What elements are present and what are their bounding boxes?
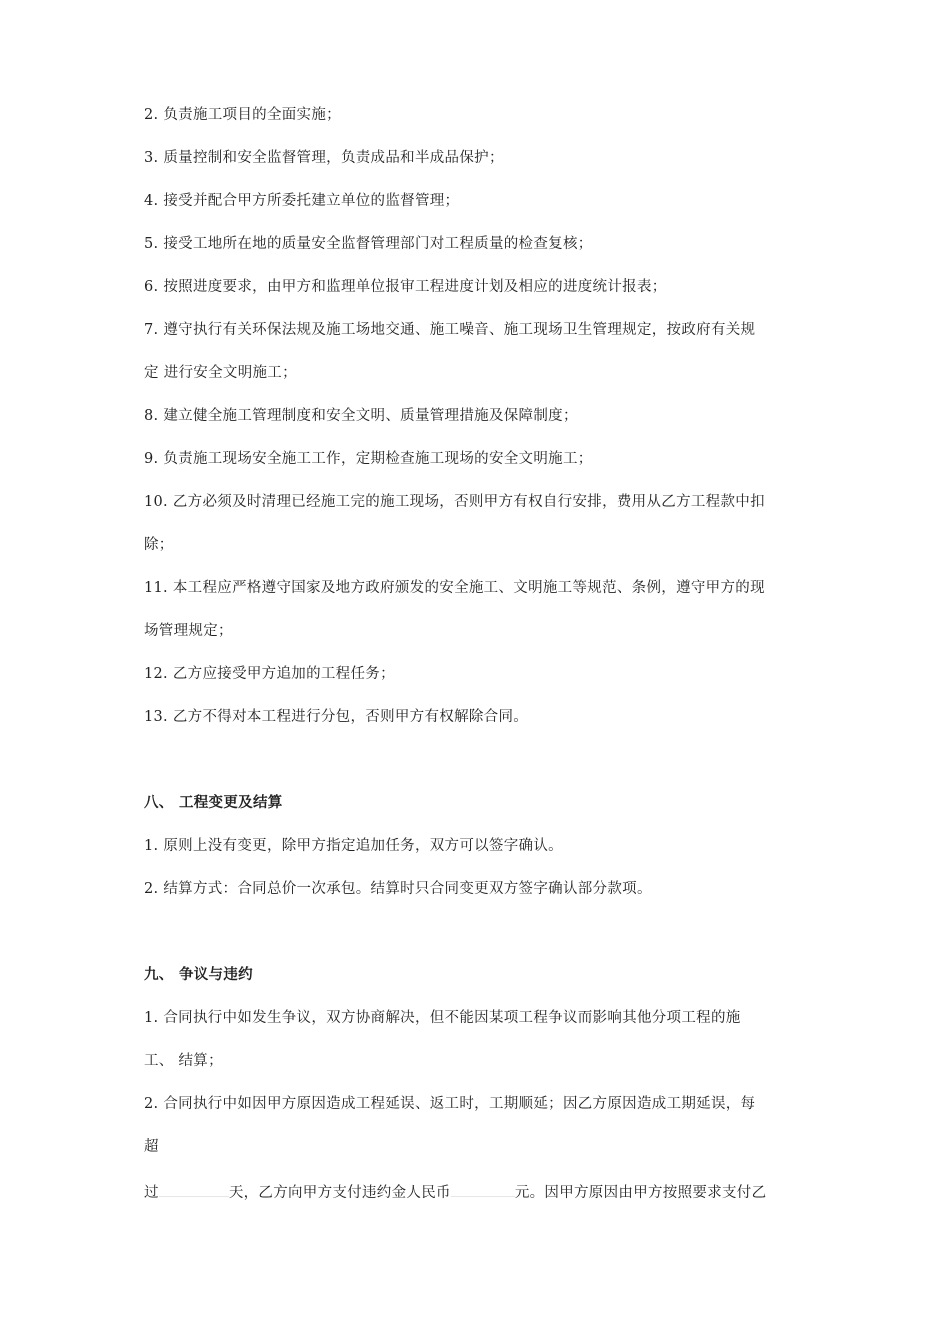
clause-item: 7. 遵守执行有关环保法规及施工场地交通、施工噪音、施工现场卫生管理规定，按政府有关规 — [144, 322, 756, 338]
clause-item: 3. 质量控制和安全监督管理，负责成品和半成品保护； — [144, 150, 504, 166]
penalty-text-prefix: 过 — [144, 1185, 159, 1201]
clause-item: 2. 结算方式：合同总价一次承包。结算时只合同变更双方签字确认部分款项。 — [144, 881, 652, 897]
clause-item: 13. 乙方不得对本工程进行分包，否则甲方有权解除合同。 — [144, 709, 529, 725]
clause-item-continuation: 除； — [144, 537, 174, 553]
penalty-text-middle: 天，乙方向甲方支付违约金人民币 — [228, 1185, 451, 1201]
clause-item: 9. 负责施工现场安全施工工作，定期检查施工现场的安全文明施工； — [144, 451, 593, 467]
clause-item: 2. 负责施工项目的全面实施； — [144, 107, 341, 123]
clause-item: 10. 乙方必须及时清理已经施工完的施工现场，否则甲方有权自行安排，费用从乙方工程款中扣 — [144, 494, 765, 510]
days-blank-field[interactable] — [159, 1180, 229, 1197]
clause-item-continuation: 定 进行安全文明施工； — [144, 365, 297, 381]
clause-item-continuation: 超 — [144, 1139, 159, 1155]
amount-blank-field[interactable] — [451, 1180, 515, 1197]
penalty-text-suffix: 元。因甲方原因由甲方按照要求支付乙 — [514, 1185, 767, 1201]
section-heading: 八、 工程变更及结算 — [144, 795, 283, 811]
clause-item: 1. 合同执行中如发生争议，双方协商解决，但不能因某项工程争议而影响其他分项工程的施 — [144, 1010, 741, 1026]
clause-item: 5. 接受工地所在地的质量安全监督管理部门对工程质量的检查复核； — [144, 236, 593, 252]
clause-item: 11. 本工程应严格遵守国家及地方政府颁发的安全施工、文明施工等规范、条例，遵守甲方的现 — [144, 580, 765, 596]
penalty-clause-line — [144, 1180, 824, 1203]
section-heading: 九、 争议与违约 — [144, 967, 253, 983]
clause-item: 4. 接受并配合甲方所委托建立单位的监督管理； — [144, 193, 460, 209]
clause-item: 1. 原则上没有变更，除甲方指定追加任务，双方可以签字确认。 — [144, 838, 563, 854]
clause-item: 2. 合同执行中如因甲方原因造成工程延误、返工时，工期顺延；因乙方原因造成工期延误，每 — [144, 1096, 756, 1112]
clause-item: 12. 乙方应接受甲方追加的工程任务； — [144, 666, 395, 682]
clause-item-continuation: 工、 结算； — [144, 1053, 223, 1069]
clause-item: 6. 按照进度要求，由甲方和监理单位报审工程进度计划及相应的进度统计报表； — [144, 279, 667, 295]
clause-item-continuation: 场管理规定； — [144, 623, 233, 639]
clause-item: 8. 建立健全施工管理制度和安全文明、质量管理措施及保障制度； — [144, 408, 578, 424]
